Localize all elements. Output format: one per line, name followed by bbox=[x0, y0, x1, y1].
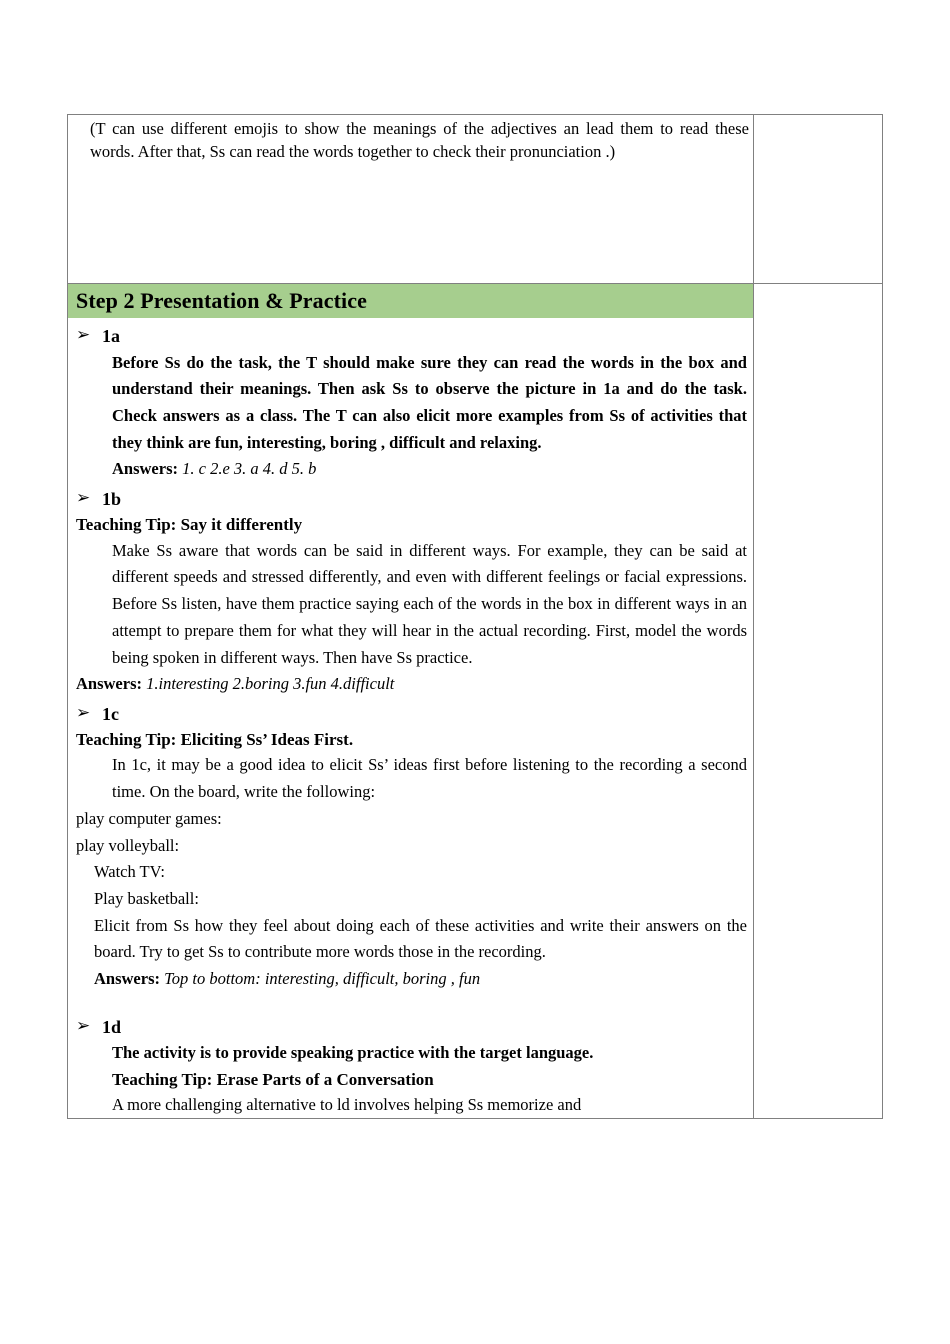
section-body-1a: Before Ss do the task, the T should make sure they can read the words in the box and understand their meanings. Then ask Ss to observe the picture in 1a and do the task. Check answers as a class. The T can also elicit more examples from Ss of activities that they think are fun, interesting, boring , difficult and relaxing. bbox=[112, 352, 747, 452]
section-label-1c: 1c bbox=[102, 703, 119, 724]
teaching-tip-1c: Teaching Tip: Eliciting Ss’ Ideas First. bbox=[76, 729, 354, 749]
side-cell-2-content bbox=[754, 284, 882, 296]
teaching-tip-1d: Teaching Tip: Erase Parts of a Conversation bbox=[112, 1069, 434, 1089]
intro-note-text: (T can use different emojis to show the meanings of the adjectives an lead them to read these words. After that, Ss can read the words together to check their pronunciation .) bbox=[90, 119, 749, 162]
table-row-intro bbox=[68, 115, 883, 284]
answers-label-1c: Answers: bbox=[94, 969, 160, 989]
arrow-bullet-icon: ➢ bbox=[76, 702, 91, 723]
main-body-block bbox=[68, 318, 753, 1118]
section-heading-1b bbox=[76, 487, 747, 511]
answers-value-1c: Top to bottom: interesting, difficult, boring , fun bbox=[164, 969, 481, 989]
step-banner bbox=[68, 284, 753, 318]
side-cell-2 bbox=[754, 284, 883, 1119]
side-cell-1 bbox=[754, 115, 883, 284]
answers-row-1a bbox=[76, 456, 747, 482]
main-content-cell bbox=[68, 284, 754, 1119]
section-heading-1d bbox=[76, 1015, 747, 1039]
intro-cell-inner bbox=[68, 115, 753, 283]
side-cell-1-content bbox=[754, 115, 882, 127]
teaching-tip-1b: Teaching Tip: Say it differently bbox=[76, 515, 303, 535]
section-body-1c: In 1c, it may be a good idea to elicit Ss’ ideas first before listening to the recording a second time. On the board, write the following: bbox=[112, 755, 747, 802]
board-item-2: Watch TV: bbox=[94, 862, 165, 882]
answers-row-1b bbox=[76, 671, 747, 697]
step-banner-title: Step 2 Presentation & Practice bbox=[76, 288, 367, 313]
section-heading-1a bbox=[76, 324, 747, 348]
section-body-1d: The activity is to provide speaking practice with the target language. bbox=[112, 1042, 594, 1062]
section-body2-1d: A more challenging alternative to ld involves helping Ss memorize and bbox=[112, 1095, 582, 1115]
section-label-1d: 1d bbox=[102, 1016, 122, 1037]
arrow-bullet-icon: ➢ bbox=[76, 487, 91, 508]
board-item-3: Play basketball: bbox=[94, 889, 199, 909]
answers-label-1b: Answers: bbox=[76, 674, 142, 694]
intro-cell bbox=[68, 115, 754, 284]
answers-row-1c bbox=[76, 966, 747, 992]
lesson-plan-table bbox=[67, 114, 883, 1119]
answers-value-1b: 1.interesting 2.boring 3.fun 4.difficult bbox=[146, 674, 395, 694]
section-label-1b: 1b bbox=[102, 488, 122, 509]
section-label-1a: 1a bbox=[102, 326, 120, 347]
arrow-bullet-icon: ➢ bbox=[76, 1015, 91, 1036]
section-body2-1c: Elicit from Ss how they feel about doing each of these activities and write their answers on the board. Try to get Ss to contribute more words those in the recording. bbox=[94, 915, 747, 962]
section-spacer bbox=[76, 993, 747, 1011]
board-item-1: play volleyball: bbox=[76, 835, 180, 855]
board-item-0: play computer games: bbox=[76, 808, 222, 828]
section-heading-1c bbox=[76, 702, 747, 726]
answers-value-1a: 1. c 2.e 3. a 4. d 5. b bbox=[182, 459, 317, 479]
section-body-1b: Make Ss aware that words can be said in different ways. For example, they can be said at different speeds and stressed differently, and even with different feelings or facial expressions. Before Ss listen, have them practice saying each of the words in the box in different ways in an attempt to prepare them for what they will hear in the actual recording. First, model the words being spoken in different ways. Then have Ss practice. bbox=[112, 540, 747, 667]
table-row-main bbox=[68, 284, 883, 1119]
arrow-bullet-icon: ➢ bbox=[76, 325, 91, 346]
answers-label-1a: Answers: bbox=[112, 459, 178, 479]
